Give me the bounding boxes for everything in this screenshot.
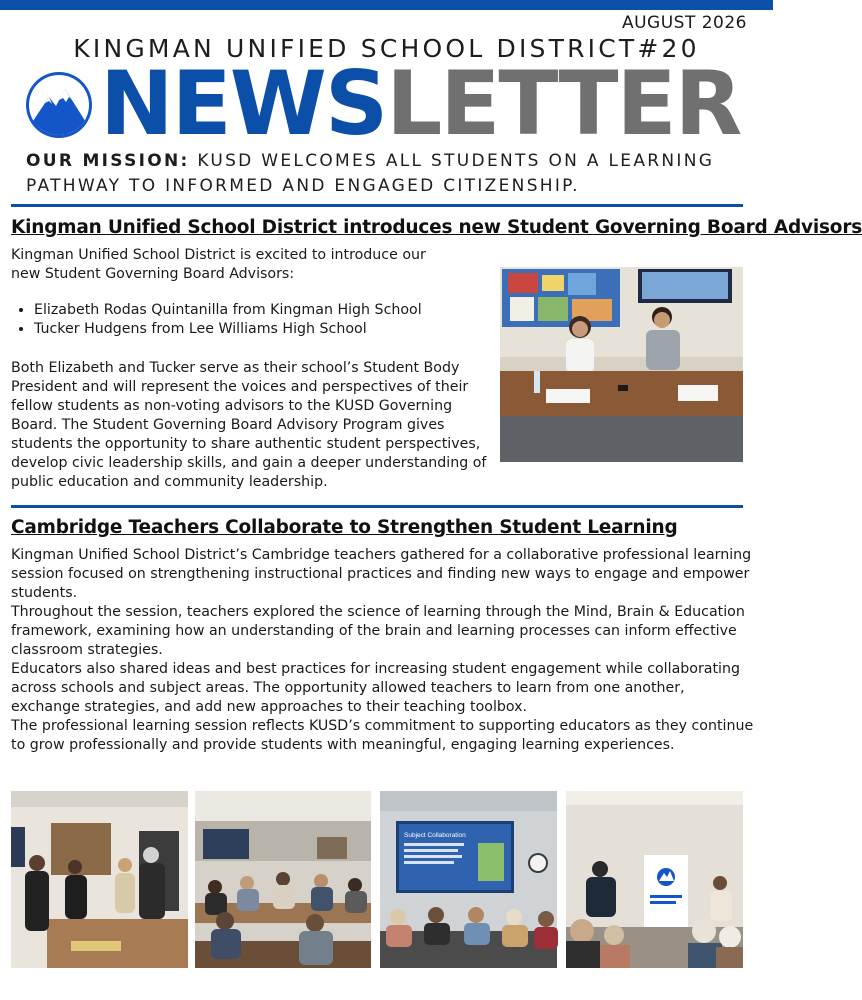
- article1-title: Kingman Unified School District introduces new Student Governing Board Advisors: [11, 217, 862, 238]
- section-divider: [11, 204, 743, 207]
- article2-paragraph: Educators also shared ideas and best practices for increasing student engagement while collaborating across schools and subject areas. The opportunity allowed teachers to learn from one another, exchange strategies, and add new approaches to their teaching toolbox.: [11, 661, 740, 715]
- teachers-photo-4: [566, 791, 743, 968]
- mountain-logo-icon: [25, 71, 93, 139]
- mission-label: OUR MISSION:: [26, 151, 190, 171]
- teachers-photo-3: [380, 791, 557, 968]
- slide-title: Subject Collaboration: [404, 832, 466, 839]
- advisor-list: [11, 301, 422, 339]
- article1-body: Both Elizabeth and Tucker serve as their school’s Student Body President and will represent the voices and perspectives of their fellow students as non-voting advisors to the KUSD Governing Board. The Student Governing Board Advisory Program gives students the opportunity to share authentic student perspectives, develop civic leadership skills, and gain a deeper understanding of public education and community leadership.: [11, 360, 487, 490]
- article2-paragraph: The professional learning session reflects KUSD’s commitment to supporting educators as they continue to grow professionally and provide students with meaningful, engaging learning experiences.: [11, 718, 754, 753]
- masthead-letter: LETTER: [386, 52, 741, 155]
- section-divider: [11, 505, 743, 508]
- mission-text: KUSD WELCOMES ALL STUDENTS ON A LEARNING PATHWAY TO INFORMED AND ENGAGED CITIZENSHIP.: [26, 151, 715, 196]
- mission-statement: [26, 149, 746, 199]
- article1-intro: Kingman Unified School District is excited to introduce our new Student Governing Board Advisors:: [11, 247, 426, 282]
- article2-paragraph: Throughout the session, teachers explored the science of learning through the Mind, Brain & Education framework, examining how an understanding of the brain and learning processes can inform effective classroom strategies.: [11, 604, 745, 658]
- list-item: • Elizabeth Rodas Quintanilla from Kingman High School: [34, 301, 422, 320]
- article2-paragraph: Kingman Unified School District’s Cambridge teachers gathered for a collaborative professional learning session focused on strengthening instructional practices and finding new ways to engage and empower students.: [11, 547, 752, 601]
- list-item: • Tucker Hudgens from Lee Williams High School: [34, 320, 422, 339]
- district-name: KINGMAN UNIFIED SCHOOL DISTRICT#20: [73, 34, 700, 63]
- student-advisors-photo: [500, 267, 743, 462]
- masthead-news: NEWS: [100, 52, 387, 155]
- teachers-photo-2: [195, 791, 371, 968]
- issue-date: AUGUST 2026: [621, 13, 747, 33]
- article2-title: Cambridge Teachers Collaborate to Strengthen Student Learning: [11, 517, 678, 538]
- teachers-photo-1: [11, 791, 188, 968]
- newsletter-masthead: [100, 54, 740, 154]
- top-accent-bar: [0, 0, 773, 10]
